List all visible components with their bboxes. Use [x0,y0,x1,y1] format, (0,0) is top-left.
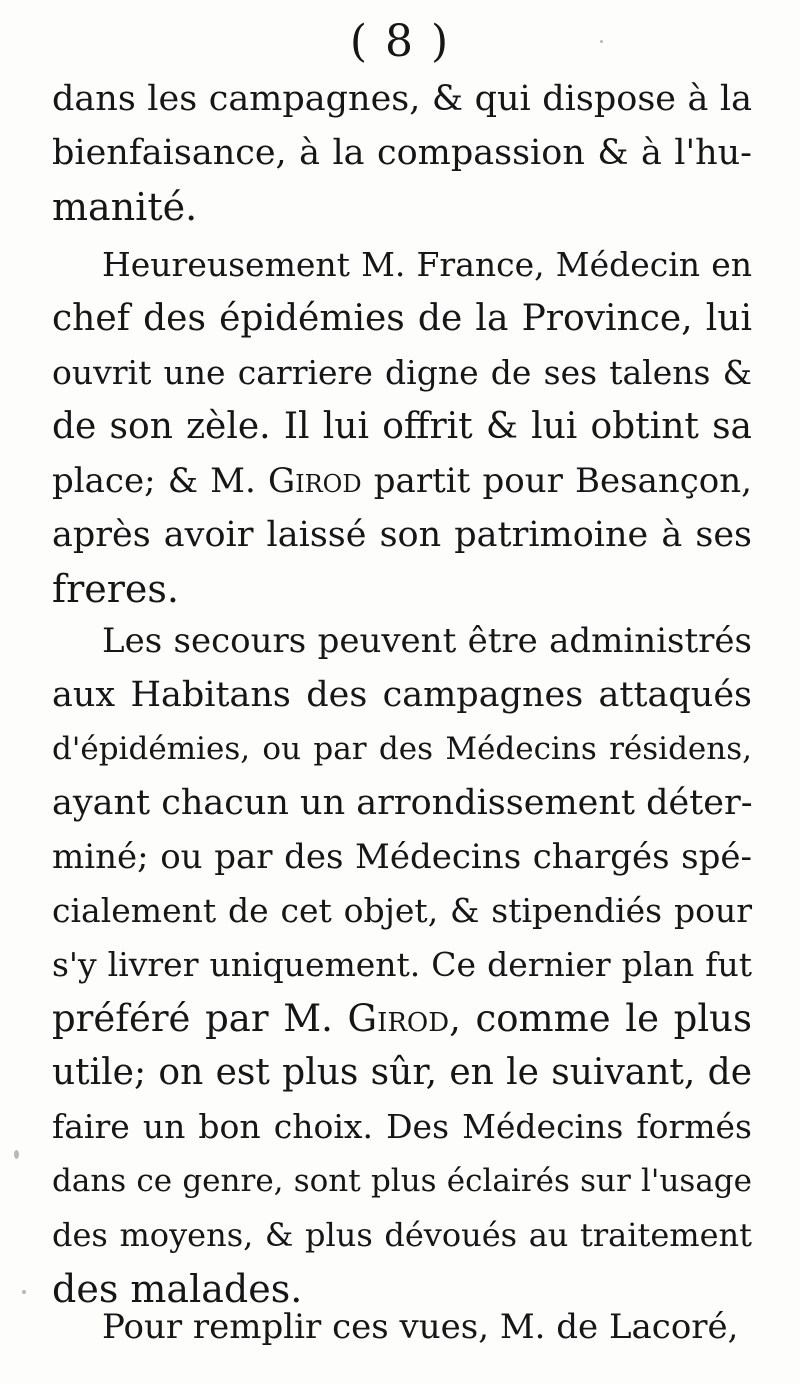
name-girod: Girod [267,461,362,501]
text-line: chef des épidémies de la Province, lui [52,298,752,339]
paper-speck [22,1290,26,1294]
paragraph-continuation [52,72,752,234]
paper-speck [14,1150,19,1159]
text-line: cialement de cet objet, & stipendiés pour [52,891,752,930]
name-girod: Girod [347,997,450,1040]
paragraph-secours [52,614,752,1316]
text-line: des moyens, & plus dévoués au traitement [52,1216,752,1254]
paragraph-pour-remplir [52,1300,752,1354]
text-line: manité. [52,185,198,229]
text-line: ayant chacun un arrondissement déter- [52,783,753,823]
text-line: dans les campagnes, & qui dispose à la [52,79,752,119]
text-line: place; & M. Girod partit pour Besançon, [52,461,752,501]
page-number: ( 8 ) [349,16,451,67]
text-line: des malades. [52,1267,303,1311]
text-line: Pour remplir ces vues, M. de Lacoré, [102,1307,739,1347]
text-line: Heureusement M. France, Médecin en [102,245,752,284]
paragraph-heureusement [52,238,752,616]
text-line: aux Habitans des campagnes attaqués [52,675,752,715]
text-line: miné; ou par des Médecins chargés spé- [52,837,752,877]
text-line: bienfaisance, à la compassion & à l'hu- [52,133,752,173]
text-line: préféré par M. Girod, comme le plus [52,997,752,1040]
text-line: s'y livrer uniquement. Ce dernier plan fut [52,945,752,984]
text-line: dans ce genre, sont plus éclairés sur l'usage [52,1163,752,1199]
text-line: faire un bon choix. Des Médecins formés [52,1107,752,1146]
text-line: de son zèle. Il lui offrit & lui obtint sa [52,406,752,447]
paper-speck [600,40,603,43]
text-line: ouvrit une carriere digne de ses talens & [52,353,752,392]
text-line: d'épidémies, ou par des Médecins résidens, [52,731,752,767]
text-line: utile; on est plus sûr, en le suivant, de [52,1052,752,1093]
text-line: après avoir laissé son patrimoine à ses [52,515,752,555]
text-line: freres. [52,567,179,611]
text-line: Les secours peuvent être administrés [102,621,752,661]
